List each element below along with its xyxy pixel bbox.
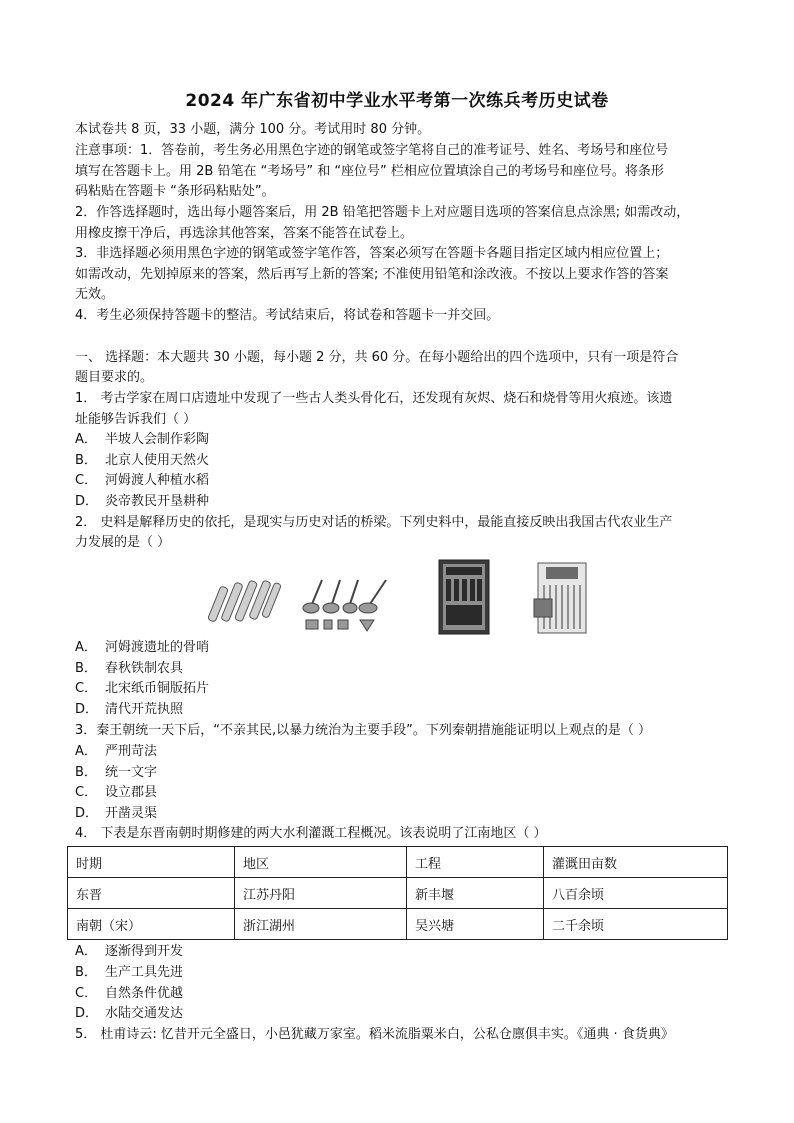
bone-whistle-image [208, 562, 284, 642]
question-2-option-b: B． 春秋铁制农具 [75, 661, 184, 676]
question-1-option-a: A． 半坡人会制作彩陶 [75, 432, 210, 447]
question-2-option-a: A． 河姆渡遗址的骨哨 [75, 640, 210, 655]
table-cell: 东晋 [68, 878, 235, 909]
notes-line: 4．考生必须保持答题卡的整洁。考试结束后，将试卷和答题卡一并交回。 [75, 308, 500, 323]
question-1-stem: 1． 考古学家在周口店遗址中发现了一些古人类头骨化石，还发现有灰烬、烧石和烧骨等用火痕迹。该遗 [75, 391, 673, 406]
question-4-option-a: A． 逐渐得到开发 [75, 944, 184, 959]
section-heading: 题目要求的。 [75, 370, 154, 385]
table-header-cell: 时期 [68, 847, 235, 878]
table-header-cell: 工程 [407, 847, 544, 878]
notes-line: 填写在答题卡上。用 2B 铅笔在 “考场号” 和 “座位号” 栏相应位置填涂自己的考场号和座位号。将条形 [75, 164, 664, 179]
table-cell: 吴兴塘 [407, 909, 544, 940]
irrigation-table [67, 846, 728, 940]
notes-line: 码粘贴在答题卡 “条形码粘贴处”。 [75, 184, 275, 199]
notes-line: 用橡皮擦干净后，再选涂其他答案，答案不能答在试卷上。 [75, 226, 414, 241]
question-2-stem: 2． 史料是解释历史的依托，是现实与历史对话的桥梁。下列史料中，最能直接反映出我国古代农业生产 [75, 515, 673, 530]
exam-intro: 本试卷共 8 页，33 小题，满分 100 分。考试用时 80 分钟。 [75, 122, 431, 137]
table-header-cell: 灌溉田亩数 [544, 847, 728, 878]
section-heading: 一、 选择题：本大题共 30 小题，每小题 2 分，共 60 分。在每小题给出的四个选项中，只有一项是符合 [75, 350, 679, 365]
table-cell: 浙江湖州 [235, 909, 407, 940]
table-cell: 二千余顷 [544, 909, 728, 940]
table-cell: 江苏丹阳 [235, 878, 407, 909]
question-3-option-a: A． 严刑苛法 [75, 744, 158, 759]
question-1-stem: 址能够告诉我们（ ） [75, 412, 197, 427]
qing-land-reclamation-license-image [532, 557, 592, 637]
notes-line: 2．作答选择题时，选出每小题答案后，用 2B 铅笔把答题卡上对应题目选项的答案信息点涂黑; 如需改动， [75, 205, 690, 220]
notes-line: 3．非选择题必须用黑色字迹的钢笔或签字笔作答，答案必须写在答题卡各题目指定区域内相应位置上； [75, 246, 669, 261]
question-4-stem: 4． 下表是东晋南朝时期修建的两大水利灌溉工程概况。该表说明了江南地区（ ） [75, 826, 547, 841]
question-3-option-d: D． 开凿灵渠 [75, 806, 158, 821]
question-4-option-c: C． 自然条件优越 [75, 986, 184, 1001]
question-2-option-d: D． 清代开荒执照 [75, 702, 184, 717]
question-1-option-d: D． 炎帝教民开垦耕种 [75, 494, 210, 509]
table-cell: 八百余顷 [544, 878, 728, 909]
table-header-row [68, 847, 728, 878]
question-3-option-b: B． 统一文字 [75, 765, 158, 780]
table-cell: 新丰堰 [407, 878, 544, 909]
question-2-stem: 力发展的是（ ） [75, 535, 171, 550]
question-5-stem: 5． 杜甫诗云: 忆昔开元全盛日，小邑犹藏万家室。稻米流脂粟米白，公私仓廪俱丰实。《通典 · 食货典》 [75, 1027, 674, 1042]
question-2-option-c: C． 北宋纸币铜版拓片 [75, 681, 210, 696]
notes-line: 如需改动，先划掉原来的答案，然后再写上新的答案; 不准使用铅笔和涂改液。不按以上要求作答的答案 [75, 267, 669, 282]
song-paper-money-rubbing-image [438, 557, 490, 637]
table-row [68, 909, 728, 940]
question-1-option-c: C． 河姆渡人种植水稻 [75, 473, 210, 488]
notes-line: 无效。 [75, 287, 115, 302]
question-4-option-d: D． 水陆交通发达 [75, 1006, 184, 1021]
table-row [68, 878, 728, 909]
question-3-option-c: C． 设立郡县 [75, 785, 158, 800]
notes-line: 注意事项：1．答卷前，考生务必用黑色字迹的钢笔或签字笔将自己的准考证号、姓名、考场号和座位号 [75, 143, 669, 158]
table-header-cell: 地区 [235, 847, 407, 878]
exam-title: 2024 年广东省初中学业水平考第一次练兵考历史试卷 [185, 91, 609, 111]
table-cell: 南朝（宋） [68, 909, 235, 940]
question-3-stem: 3．秦王朝统一天下后，“不亲其民,以暴力统治为主要手段”。下列秦朝措施能证明以上观点的是（ ） [75, 723, 652, 738]
question-4-option-b: B． 生产工具先进 [75, 965, 184, 980]
question-1-option-b: B． 北京人使用天然火 [75, 453, 210, 468]
iron-farm-tools-image [300, 565, 395, 645]
